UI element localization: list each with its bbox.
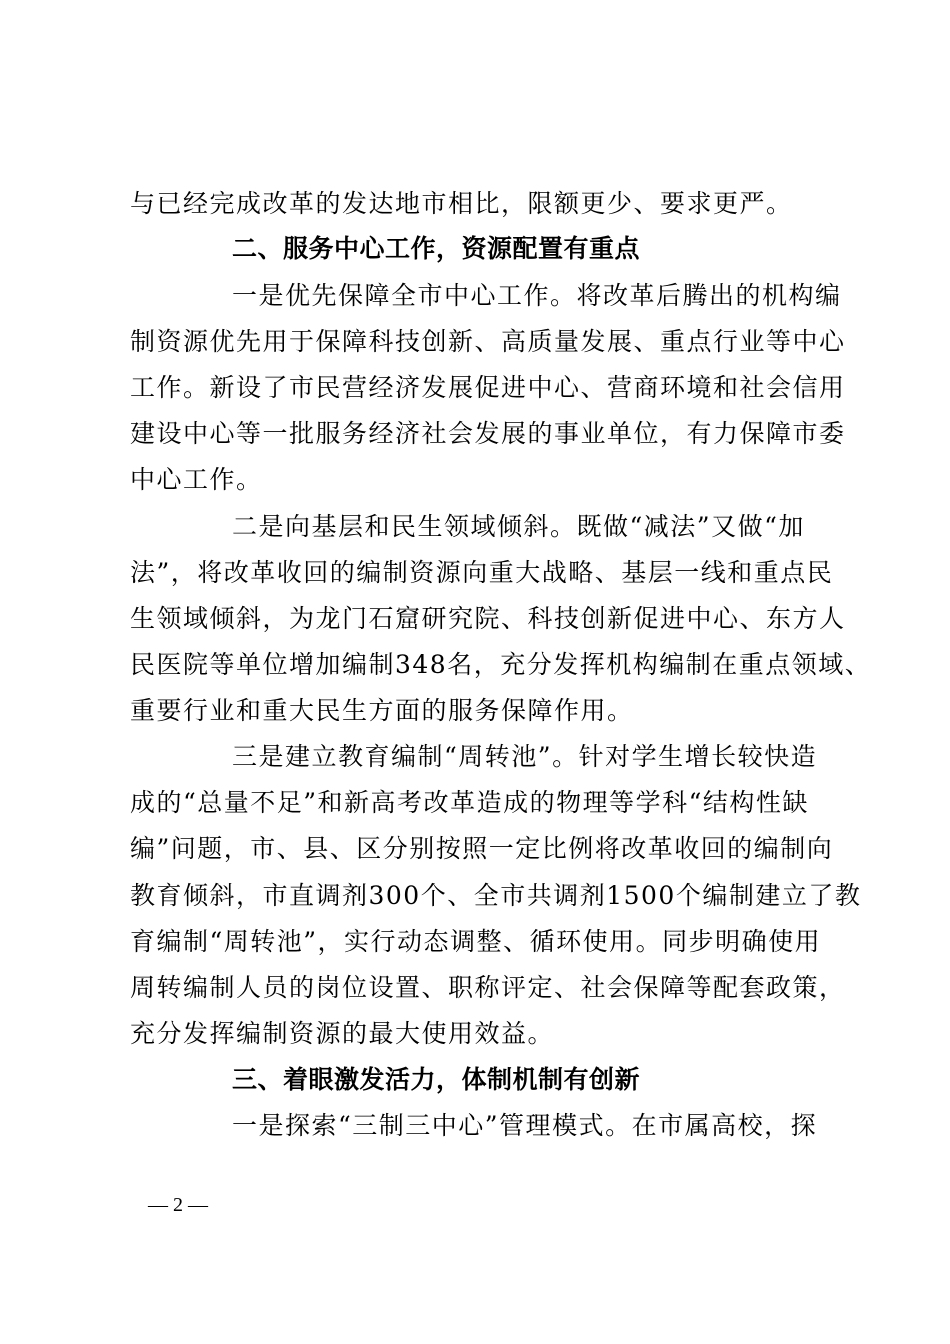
body-line: 重要行业和重大民生方面的服务保障作用。: [130, 696, 634, 725]
section-heading: 二、服务中心工作，资源配置有重点: [232, 234, 641, 263]
body-line: 制资源优先用于保障科技创新、高质量发展、重点行业等中心: [130, 327, 846, 356]
body-line: 中心工作。: [130, 465, 263, 494]
body-line: 成的“总量不足”和新高考改革造成的物理等学科“结构性缺: [130, 788, 809, 817]
body-line: 民医院等单位增加编制348名，充分发挥机构编制在重点领域、: [130, 650, 872, 679]
body-line: 工作。新设了市民营经济发展促进中心、营商环境和社会信用: [130, 373, 846, 402]
body-line: 充分发挥编制资源的最大使用效益。: [130, 1019, 555, 1048]
page-number: — 2 —: [148, 1194, 208, 1216]
paragraph-first-line: 二是向基层和民生领域倾斜。既做“减法”又做“加: [232, 512, 805, 541]
paragraph-first-line: 三是建立教育编制“周转池”。针对学生增长较快造: [232, 742, 818, 771]
body-line: 建设中心等一批服务经济社会发展的事业单位，有力保障市委: [130, 419, 846, 448]
section-heading: 三、着眼激发活力，体制机制有创新: [232, 1065, 641, 1094]
body-line: 教育倾斜，市直调剂300个、全市共调剂1500个编制建立了教: [130, 881, 862, 910]
body-line: 育编制“周转池”，实行动态调整、循环使用。同步明确使用: [130, 927, 822, 956]
body-line: 生领域倾斜，为龙门石窟研究院、科技创新促进中心、东方人: [130, 604, 846, 633]
body-line: 周转编制人员的岗位设置、职称评定、社会保障等配套政策，: [130, 973, 846, 1002]
body-line: 与已经完成改革的发达地市相比，限额更少、要求更严。: [130, 189, 793, 218]
paragraph-first-line: 一是优先保障全市中心工作。将改革后腾出的机构编: [232, 281, 842, 310]
body-line: 法”，将改革收回的编制资源向重大战略、基层一线和重点民: [130, 558, 834, 587]
paragraph-first-line: 一是探索“三制三中心”管理模式。在市属高校，探: [232, 1111, 818, 1140]
body-line: 编”问题，市、县、区分别按照一定比例将改革收回的编制向: [130, 834, 834, 863]
